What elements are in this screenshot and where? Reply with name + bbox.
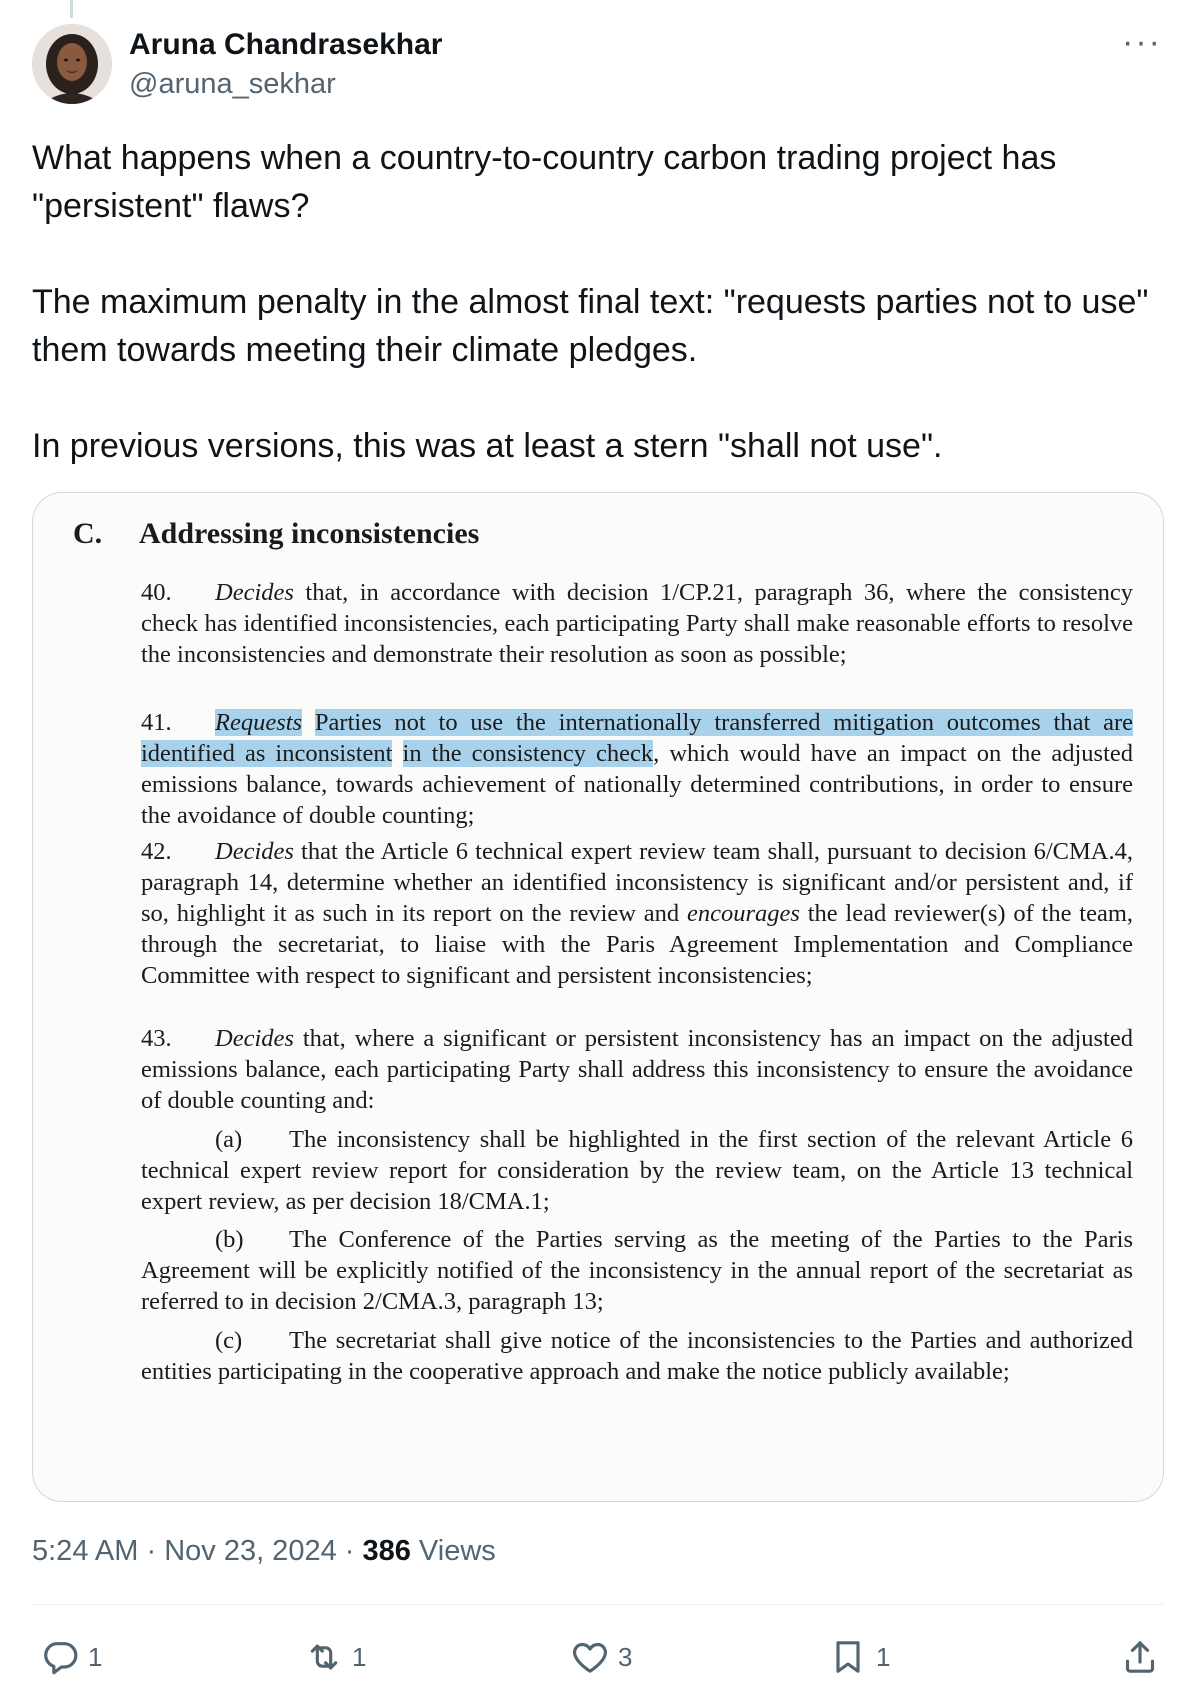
operative-verb: encourages bbox=[686, 900, 800, 927]
tweet-metadata bbox=[32, 1535, 496, 1568]
subparagraph-label: (a) bbox=[215, 1126, 243, 1153]
bookmark-icon bbox=[828, 1637, 868, 1677]
section-letter: C. bbox=[73, 517, 103, 550]
like-button[interactable] bbox=[570, 1632, 632, 1682]
share-button[interactable] bbox=[1120, 1632, 1160, 1682]
operative-verb: Decides bbox=[215, 838, 294, 865]
action-bar bbox=[32, 1632, 1164, 1682]
repost-button[interactable] bbox=[304, 1632, 366, 1682]
attached-image[interactable] bbox=[32, 492, 1164, 1502]
tweet-paragraph: The maximum penalty in the almost final text: "requests parties not to use" them towards meeting their climate pledges. bbox=[32, 283, 1149, 369]
like-count: 3 bbox=[618, 1641, 633, 1672]
share-icon bbox=[1120, 1637, 1160, 1677]
paragraph-text: The secretariat shall give notice of the inconsistencies to the Parties and authorized entities participating in the cooperative approach and make the notice publicly available; bbox=[141, 1327, 1133, 1385]
avatar[interactable] bbox=[32, 24, 112, 104]
document-section-heading bbox=[73, 517, 479, 551]
thread-connector-line bbox=[70, 0, 73, 18]
reply-icon bbox=[40, 1637, 80, 1677]
highlighted-text: Parties not to use the internationally transferred mitigation outcomes that are identified as inconsistent bbox=[141, 709, 1133, 767]
operative-verb: Decides bbox=[215, 579, 294, 606]
operative-verb: Decides bbox=[215, 1025, 294, 1052]
paragraph-40 bbox=[141, 577, 1133, 670]
paragraph-text: that, where a significant or persistent inconsistency has an impact on the adjusted emissions balance, each participating Party shall address this inconsistency to ensure the avoidance of double counting and: bbox=[141, 1025, 1133, 1114]
tweet-paragraph: In previous versions, this was at least a stern "shall not use". bbox=[32, 427, 943, 465]
heart-icon bbox=[570, 1637, 610, 1677]
views-label: Views bbox=[410, 1535, 496, 1567]
separator: · bbox=[138, 1535, 165, 1567]
subparagraph-c bbox=[141, 1325, 1133, 1387]
author-name[interactable]: Aruna Chandrasekhar bbox=[129, 28, 443, 61]
repost-icon bbox=[304, 1637, 344, 1677]
tweet-text bbox=[32, 134, 1164, 470]
section-title: Addressing inconsistencies bbox=[139, 517, 480, 550]
paragraph-text: that, in accordance with decision 1/CP.21, paragraph 36, where the consistency check has identified inconsistencies, each participating Party shall make reasonable efforts to resolve the inconsistencies and demonstrate their resolution as soon as possible; bbox=[141, 579, 1133, 668]
tweet-date[interactable]: Nov 23, 2024 bbox=[164, 1535, 337, 1567]
paragraph-text: that the Article 6 technical expert review team shall, pursuant to decision 6/CMA.4, paragraph 14, determine whether an identified inconsistency is significant and/or persistent and, if so, highlight it as such in its report on the review and bbox=[141, 838, 1133, 927]
reply-count: 1 bbox=[88, 1641, 103, 1672]
paragraph-text: The Conference of the Parties serving as the meeting of the Parties to the Paris Agreement will be explicitly notified of the inconsistency in the annual report of the secretariat as referred to in decision 2/CMA.3, paragraph 13; bbox=[141, 1226, 1133, 1315]
subparagraph-b bbox=[141, 1224, 1133, 1317]
paragraph-number: 41. bbox=[141, 709, 172, 736]
tweet-time[interactable]: 5:24 AM bbox=[32, 1535, 139, 1567]
highlighted-text: in the consistency check bbox=[402, 740, 654, 767]
paragraph-number: 43. bbox=[141, 1025, 172, 1052]
bookmark-button[interactable] bbox=[828, 1632, 890, 1682]
paragraph-43 bbox=[141, 1023, 1133, 1116]
tweet-paragraph: What happens when a country-to-country carbon trading project has "persistent" flaws? bbox=[32, 139, 1057, 225]
paragraph-text: The inconsistency shall be highlighted in the first section of the relevant Article 6 technical expert review report for consideration by the review team, on the Article 13 technical expert review, as per decision 18/CMA.1; bbox=[141, 1126, 1133, 1215]
paragraph-41 bbox=[141, 707, 1133, 831]
bookmark-count: 1 bbox=[876, 1641, 891, 1672]
paragraph-42 bbox=[141, 836, 1133, 991]
tweet-header bbox=[32, 24, 1164, 104]
repost-count: 1 bbox=[352, 1641, 367, 1672]
separator: · bbox=[336, 1535, 363, 1567]
paragraph-number: 42. bbox=[141, 838, 172, 865]
avatar-image bbox=[32, 24, 112, 104]
paragraph-number: 40. bbox=[141, 579, 172, 606]
divider bbox=[32, 1604, 1164, 1605]
document-excerpt bbox=[33, 493, 1163, 1501]
subparagraph-label: (c) bbox=[215, 1327, 243, 1354]
author-handle[interactable]: @aruna_sekhar bbox=[129, 68, 336, 100]
more-icon[interactable]: ··· bbox=[1122, 23, 1162, 61]
paragraph-text: , which would have an impact on the adjusted emissions balance, towards achievement of nationally determined contributions, in order to ensure the avoidance of double counting; bbox=[141, 740, 1134, 829]
reply-button[interactable] bbox=[40, 1632, 102, 1682]
paragraph-text: the lead reviewer(s) of the team, through the secretariat, to liaise with the Paris Agreement Implementation and Compliance Committee with respect to significant and persistent inconsistencies; bbox=[141, 900, 1133, 989]
subparagraph-a bbox=[141, 1124, 1133, 1217]
operative-verb: Requests bbox=[215, 709, 303, 736]
views-count[interactable]: 386 bbox=[362, 1535, 411, 1567]
subparagraph-label: (b) bbox=[215, 1226, 244, 1253]
